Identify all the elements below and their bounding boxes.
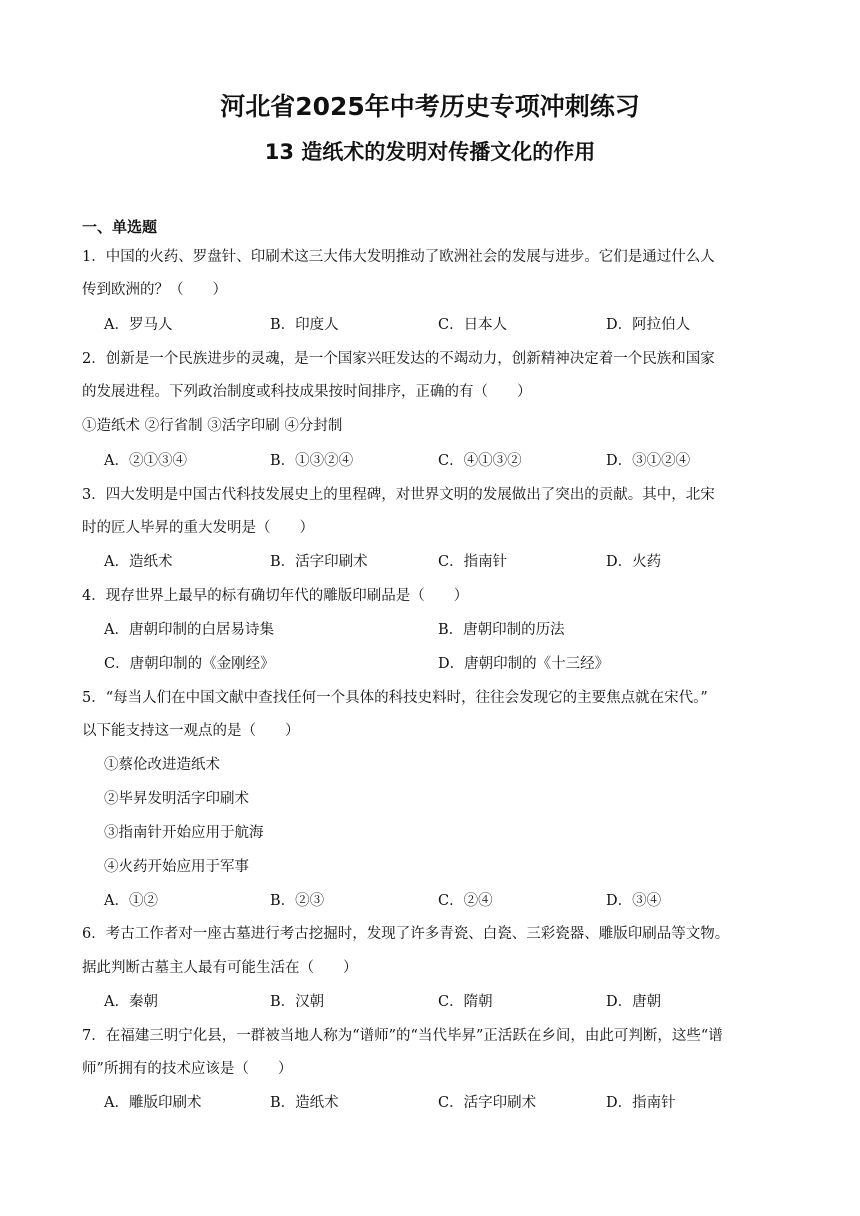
document-subtitle: 13 造纸术的发明对传播文化的作用 <box>264 140 596 164</box>
question-2-option-b: B．①③②④ <box>270 453 354 469</box>
question-1-option-a: A．罗马人 <box>104 317 173 333</box>
question-4-line-1: 4．现存世界上最早的标有确切年代的雕版印刷品是（ ） <box>82 588 469 604</box>
question-3-option-b: B．活字印刷术 <box>270 554 368 570</box>
question-5-statement-4: ④火药开始应用于军事 <box>104 859 249 875</box>
question-1-line-2: 传到欧洲的？（ ） <box>82 282 227 298</box>
question-2-option-d: D．③①②④ <box>606 453 691 469</box>
document-title: 河北省2025年中考历史专项冲刺练习 <box>220 92 640 121</box>
question-7-line-2: 师”所拥有的技术应该是（ ） <box>82 1061 293 1077</box>
question-4-option-c: C．唐朝印制的《金刚经》 <box>104 656 275 672</box>
question-6-option-a: A．秦朝 <box>104 994 158 1010</box>
question-7-line-1: 7．在福建三明宁化县，一群被当地人称为“谱师”的“当代毕昇”正活跃在乡间，由此可判断，这些“谱 <box>82 1028 723 1044</box>
question-5-option-b: B．②③ <box>270 893 325 909</box>
question-2-option-c: C．④①③② <box>438 453 522 469</box>
question-3-option-a: A．造纸术 <box>104 554 173 570</box>
question-1-option-b: B．印度人 <box>270 317 339 333</box>
question-4-option-b: B．唐朝印制的历法 <box>438 622 565 638</box>
question-5-statement-1: ①蔡伦改进造纸术 <box>104 757 220 773</box>
question-2-line-3: ①造纸术 ②行省制 ③活字印刷 ④分封制 <box>82 418 343 434</box>
question-1-line-1: 1．中国的火药、罗盘针、印刷术这三大伟大发明推动了欧洲社会的发展与进步。它们是通过什么人 <box>82 249 715 265</box>
question-5-statement-3: ③指南针开始应用于航海 <box>104 825 264 841</box>
question-3-option-c: C．指南针 <box>438 554 508 570</box>
question-3-line-1: 3．四大发明是中国古代科技发展史上的里程碑，对世界文明的发展做出了突出的贡献。其中，北宋 <box>82 487 715 503</box>
question-7-option-b: B．造纸术 <box>270 1095 339 1111</box>
question-2-line-2: 的发展进程。下列政治制度或科技成果按时间排序，正确的有（ ） <box>82 384 532 400</box>
question-7-option-a: A．雕版印刷术 <box>104 1095 202 1111</box>
question-5-option-a: A．①② <box>104 893 158 909</box>
question-4-option-d: D．唐朝印制的《十三经》 <box>438 656 610 672</box>
question-5-statement-2: ②毕昇发明活字印刷术 <box>104 791 249 807</box>
question-5-line-1: 5．“每当人们在中国文献中查找任何一个具体的科技史料时，往往会发现它的主要焦点就在宋代。” <box>82 690 708 706</box>
question-3-line-2: 时的匠人毕昇的重大发明是（ ） <box>82 520 314 536</box>
question-7-option-d: D．指南针 <box>606 1095 676 1111</box>
question-4-option-a: A．唐朝印制的白居易诗集 <box>104 622 274 638</box>
question-1-option-d: D．阿拉伯人 <box>606 317 691 333</box>
question-1-option-c: C．日本人 <box>438 317 508 333</box>
question-5-line-2: 以下能支持这一观点的是（ ） <box>82 723 300 739</box>
question-6-option-d: D．唐朝 <box>606 994 662 1010</box>
question-6-line-2: 据此判断古墓主人最有可能生活在（ ） <box>82 960 358 976</box>
question-6-option-b: B．汉朝 <box>270 994 325 1010</box>
question-7-option-c: C．活字印刷术 <box>438 1095 537 1111</box>
question-2-option-a: A．②①③④ <box>104 453 187 469</box>
question-6-line-1: 6．考古工作者对一座古墓进行考古挖掘时，发现了许多青瓷、白瓷、三彩瓷器、雕版印刷品等文物。 <box>82 926 730 942</box>
question-5-option-c: C．②④ <box>438 893 493 909</box>
question-3-option-d: D．火药 <box>606 554 662 570</box>
section-heading: 一、单选题 <box>82 218 158 236</box>
question-2-line-1: 2．创新是一个民族进步的灵魂，是一个国家兴旺发达的不竭动力，创新精神决定着一个民族和国家 <box>82 351 715 367</box>
question-5-option-d: D．③④ <box>606 893 662 909</box>
question-6-option-c: C．隋朝 <box>438 994 493 1010</box>
